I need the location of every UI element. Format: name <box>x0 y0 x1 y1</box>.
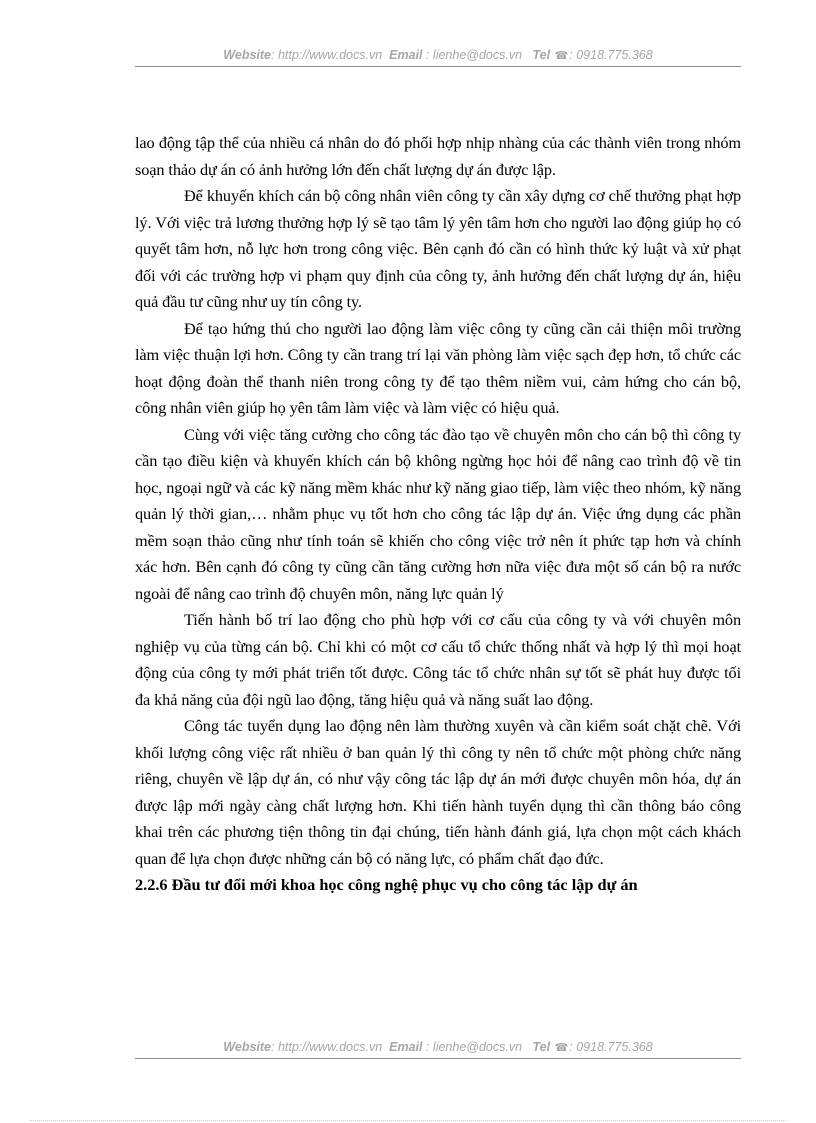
footer-rule <box>135 1058 741 1059</box>
paragraph-1: lao động tập thể của nhiều cá nhân do đó phối hợp nhịp nhàng của các thành viên trong nhóm soạn thảo dự án có ảnh hưởng lớn đến chất lượng dự án được lập. <box>135 133 741 179</box>
footer-email-label: Email <box>389 1040 423 1054</box>
page-header <box>135 48 741 62</box>
paragraph-6: Công tác tuyển dụng lao động nên làm thường xuyên và cần kiểm soát chặt chẽ. Với khối lượng công việc rất nhiều ở ban quản lý thì công ty nên tổ chức một phòng chức năng riêng, chuyên về lập dự án, có như vậy công tác lập dự án mới được chuyên môn hóa, dự án được lập mới ngày càng chất lượng hơn. Khi tiến hành tuyển dụng thì cần thông báo công khai trên các phương tiện thông tin đại chúng, tiến hành đánh giá, lựa chọn một cách khách quan để lựa chọn được những cán bộ có năng lực, có phẩm chất đạo đức. <box>135 716 741 868</box>
header-website-label: Website <box>223 48 271 62</box>
header-email-label: Email <box>389 48 423 62</box>
footer-email-value: : lienhe@docs.vn <box>425 1040 523 1054</box>
header-email-value: : lienhe@docs.vn <box>425 48 523 62</box>
header-tel-value: : 0918.775.368 <box>569 48 653 62</box>
phone-icon: ☎ <box>554 1042 569 1054</box>
header-website-value: : http://www.docs.vn <box>271 48 383 62</box>
paragraph-2: Để khuyến khích cán bộ công nhân viên công ty cần xây dựng cơ chế thưởng phạt hợp lý. Với việc trả lương thưởng hợp lý sẽ tạo tâm lý yên tâm hơn cho người lao động giúp họ có quyết tâm hơn, nỗ lực hơn trong công việc. Bên cạnh đó cần có hình thức kỷ luật và xử phạt đối với các trường hợp vi phạm quy định của công ty, ảnh hưởng đến chất lượng dự án, hiệu quả đầu tư cũng như uy tín công ty. <box>135 186 741 311</box>
header-tel-label: Tel <box>532 48 551 62</box>
footer-website-value: : http://www.docs.vn <box>271 1040 383 1054</box>
header-rule <box>135 66 741 67</box>
section-heading: 2.2.6 Đầu tư đổi mới khoa học công nghệ phục vụ cho công tác lập dự án <box>135 875 638 894</box>
footer-tel-label: Tel <box>532 1040 551 1054</box>
paragraph-3: Để tạo hứng thú cho người lao động làm việc công ty cũng cần cải thiện môi trường làm việc thuận lợi hơn. Công ty cần trang trí lại văn phòng làm việc sạch đẹp hơn, tổ chức các hoạt động đoàn thể thanh niên trong công ty để tạo thêm niềm vui, cảm hứng cho cán bộ, công nhân viên giúp họ yên tâm làm việc và làm việc có hiệu quả. <box>135 318 741 417</box>
footer-tel-value: : 0918.775.368 <box>569 1040 653 1054</box>
document-body <box>135 130 741 899</box>
page-edge-divider <box>30 1120 786 1121</box>
phone-icon: ☎ <box>554 50 569 62</box>
paragraph-4: Cùng với việc tăng cường cho công tác đào tạo về chuyên môn cho cán bộ thì công ty cần tạo điều kiện và khuyến khích cán bộ không ngừng học hỏi để nâng cao trình độ về tin học, ngoại ngữ và các kỹ năng mềm khác như kỹ năng giao tiếp, làm việc theo nhóm, kỹ năng quản lý thời gian,… nhằm phục vụ tốt hơn cho công tác lập dự án. Việc ứng dụng các phần mềm soạn thảo cũng như tính toán sẽ khiến cho công việc trở nên ít phức tạp hơn và chính xác hơn. Bên cạnh đó công ty cũng cần tăng cường hơn nữa việc đưa một số cán bộ ra nước ngoài để nâng cao trình độ chuyên môn, năng lực quản lý <box>135 424 741 603</box>
paragraph-5: Tiến hành bố trí lao động cho phù hợp với cơ cấu của công ty và với chuyên môn nghiệp vụ của từng cán bộ. Chỉ khi có một cơ cấu tổ chức thống nhất và hợp lý thì mọi hoạt động của công ty mới phát triển tốt được. Công tác tổ chức nhân sự tốt sẽ phát huy được tối đa khả năng của đội ngũ lao động, tăng hiệu quả và năng suất lao động. <box>135 610 741 709</box>
page-footer <box>135 1040 741 1054</box>
footer-website-label: Website <box>223 1040 271 1054</box>
